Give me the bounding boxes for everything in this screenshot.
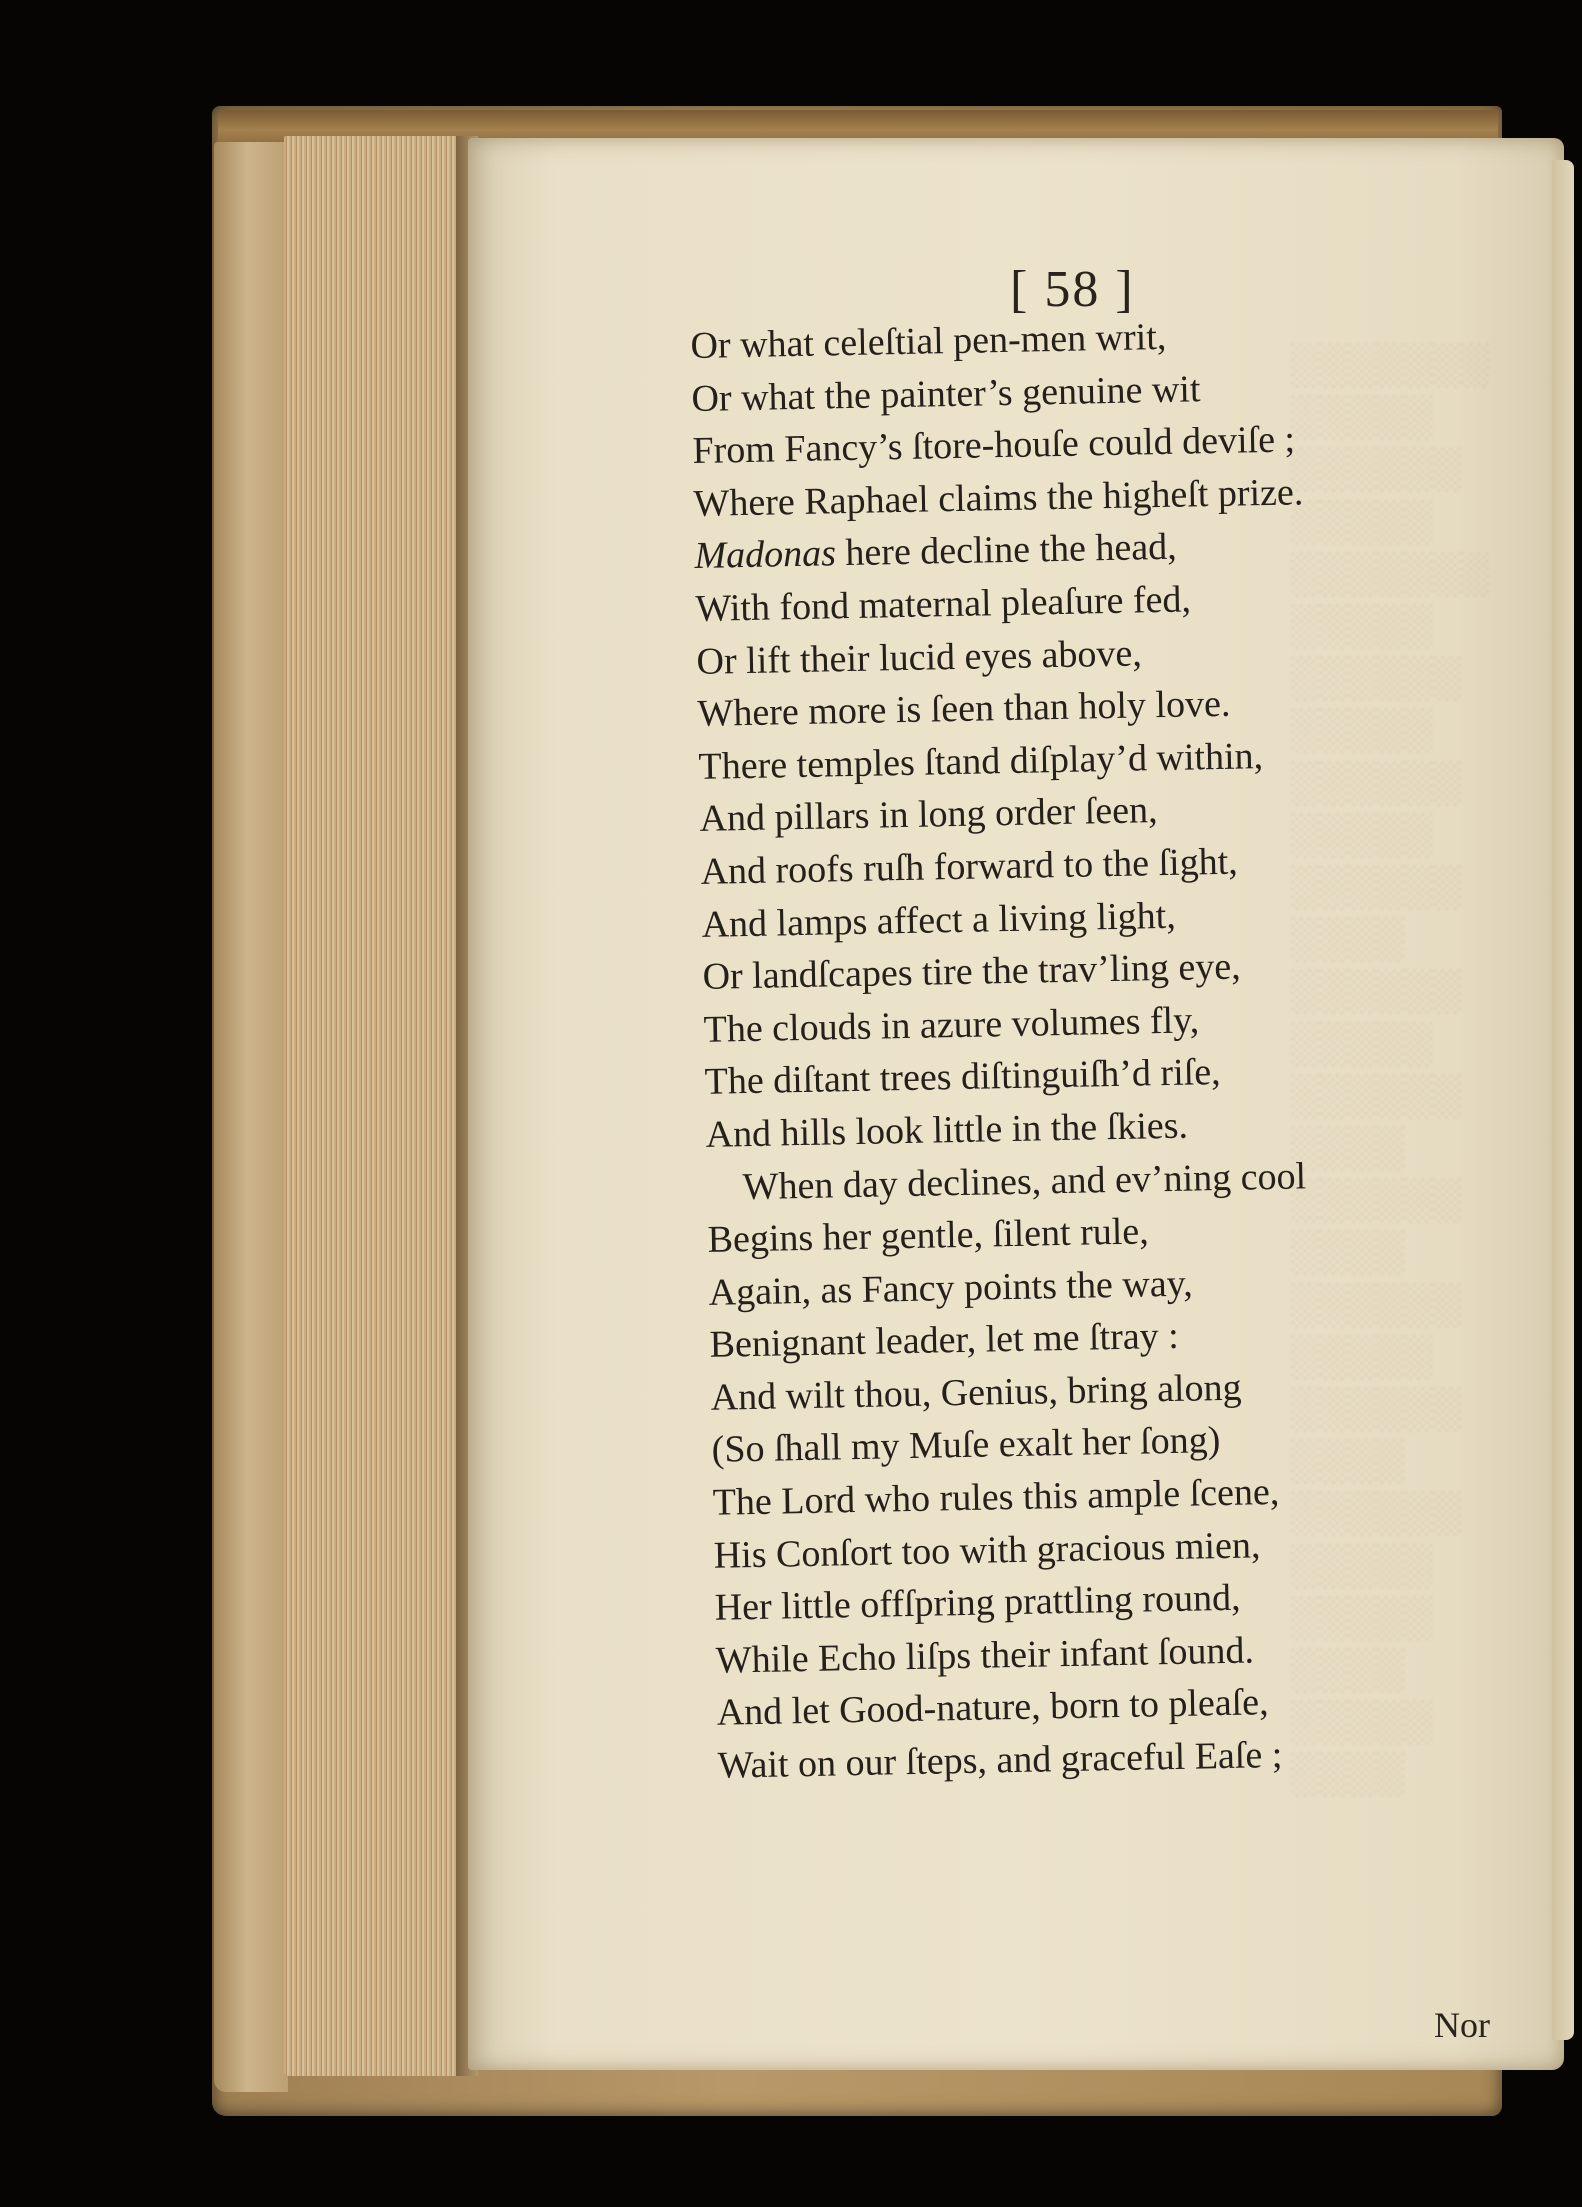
verse-line: There temples ſtand diſplay’d within, [698, 734, 1264, 788]
verse-line: The diſtant trees diſtinguiſh’d riſe, [704, 1051, 1221, 1104]
verse-line: Or what the painter’s genuine wit [691, 367, 1201, 420]
verse-line: With fond maternal pleaſure fed, [695, 578, 1192, 630]
verse-line: The Lord who rules this ample ſcene, [712, 1470, 1280, 1524]
catchword: Nor [1434, 2005, 1490, 2045]
verse-line: From Fancy’s ſtore-houſe could deviſe ; [692, 418, 1296, 473]
verse-line: Again, as Fancy points the way, [708, 1262, 1194, 1314]
verse-line: And pillars in long order ſeen, [699, 789, 1158, 841]
verse-line: Begins her gentle, ſilent rule, [707, 1210, 1150, 1261]
verse-line: And let Good-nature, born to pleaſe, [716, 1681, 1269, 1735]
bleed-through-text: ░░░░░░░ ░░░░░ ░░░░░░ ░░░░░ ░░░░░░░ ░░░░░ ░░░░░░ ░░░░░ ░░░░░░ ░░░░░ ░░░░░░ ░░░░ ░░░░░░ ░░░░░ ░░░░░░ ░░░░ ░░░░░░ ░░░░ ░░░░░░ ░░░░░ ░░░░░░ ░░░░ ░░░░░░ ░░░░░ ░░░░░ ░░░░ ░░░░░ ░░░░ [1290, 341, 1489, 1796]
verse-line: (So ſhall my Muſe exalt her ſong) [711, 1419, 1221, 1472]
verse-line-stanza-start: When day declines, and ev’ning cool [742, 1154, 1307, 1208]
cover-left-board [214, 142, 288, 2092]
italic-word: Madonas [694, 532, 837, 578]
page-number: [ 58 ] [1010, 261, 1135, 318]
verse-line: Or landſcapes tire the trav’ling eye, [702, 945, 1242, 998]
verse-line: Benignant leader, let me ſtray : [709, 1315, 1180, 1367]
poem-verse [690, 308, 1328, 1792]
verse-line: And lamps affect a living light, [701, 894, 1177, 946]
verse-line: While Echo liſps their infant ſound. [715, 1629, 1255, 1682]
verse-line: Or what celeſtial pen-men writ, [690, 315, 1167, 367]
verse-line: Where Raphael claims the higheſt prize. [693, 471, 1304, 525]
verse-line: Wait on our ſteps, and graceful Eaſe ; [717, 1733, 1283, 1787]
verse-line-rest: here decline the head, [845, 526, 1178, 575]
verse-line: And hills look little in the ſkies. [705, 1104, 1189, 1156]
page-edges [284, 136, 462, 2076]
verse-line: Or lift their lucid eyes above, [696, 631, 1143, 683]
facing-page-edge [1552, 160, 1574, 2040]
verse-line: His Conſort too with gracious mien, [713, 1523, 1261, 1577]
verse-line: Her little offſpring prattling round, [714, 1576, 1241, 1630]
verse-line: The clouds in azure volumes fly, [703, 999, 1200, 1051]
verse-line: And roofs ruſh forward to the ſight, [700, 840, 1239, 893]
verse-line: And wilt thou, Genius, bring along [710, 1366, 1242, 1419]
verse-line: Where more is ſeen than holy love. [697, 682, 1231, 736]
